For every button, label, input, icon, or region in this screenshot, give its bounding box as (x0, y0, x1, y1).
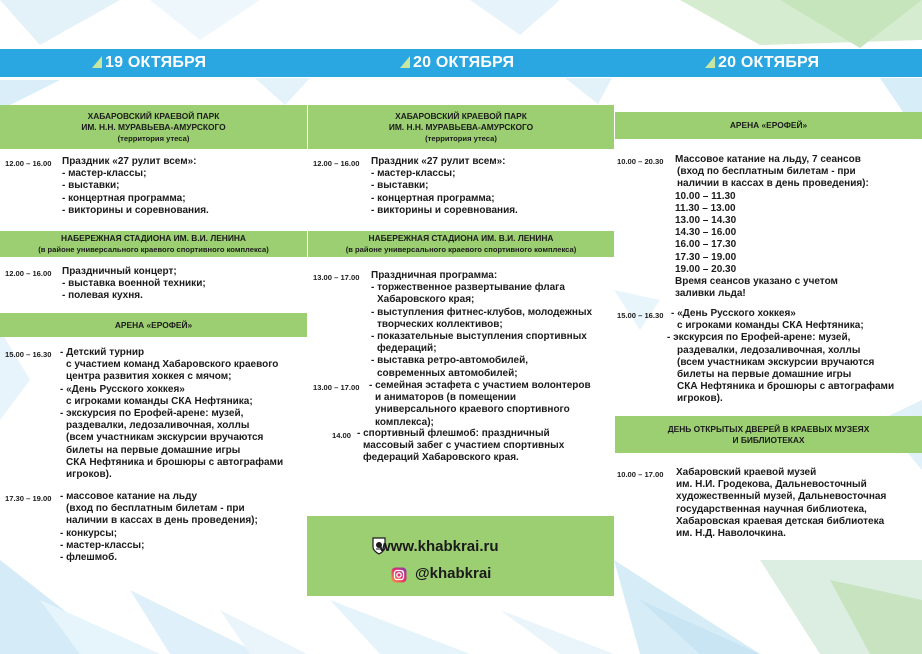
ghost-date-text: 19 ОКТЯБРЯ (60, 77, 160, 94)
band-title: АРЕНА «ЕРОФЕЙ» (114, 319, 193, 330)
event-line: им. Н.Д. Наволочкина. (676, 528, 786, 540)
event-line: СКА Нефтяника и брошюры с автографами (66, 456, 284, 468)
event-line: СКА Нефтяника и брошюры с автографами (677, 381, 895, 393)
event-time: 15.00 – 16.30 (5, 350, 52, 359)
event-line: 11.30 – 13.00 (675, 202, 736, 214)
event-text (62, 156, 209, 217)
event-text (62, 266, 206, 303)
event-time: 12.00 – 16.00 (5, 159, 52, 168)
event-line: и аниматоров (в помещении (375, 392, 517, 404)
event-time: 15.00 – 16.30 (617, 311, 664, 320)
event-line: Праздничный концерт; (62, 266, 177, 277)
band-subtitle: (в районе универсального краевого спортивного комплекса) (345, 245, 577, 254)
event-line: Массовое катание на льду, 7 сеансов (675, 154, 861, 165)
event-line: с игроками команды СКА Нефтяника; (677, 320, 864, 332)
event-line: 13.00 – 14.30 (675, 215, 737, 227)
event-line: раздевалки, ледозаливочная, холлы (677, 344, 861, 356)
event-line: - Детский турнир (60, 347, 145, 358)
event-text (667, 308, 895, 406)
event-text (675, 154, 869, 300)
event-text (357, 428, 564, 465)
event-line: 16.00 – 17.30 (675, 239, 737, 251)
event-time: 13.00 – 17.00 (313, 273, 360, 282)
event-line: с игроками команды СКА Нефтяника; (66, 395, 253, 407)
event-line: массовый забег с участием спортивных (363, 440, 565, 452)
event-line: игроков). (66, 469, 112, 481)
event-line: - концертная программа; (371, 192, 495, 204)
event-line: - мастер-классы; (371, 168, 456, 180)
event-line: 14.30 – 16.00 (675, 227, 737, 239)
triangle-icon (400, 56, 410, 68)
triangle-icon (92, 56, 102, 68)
event-line: центра развития хоккея с мячом; (66, 371, 232, 383)
instagram-icon (391, 567, 407, 583)
col2-date (400, 49, 514, 77)
col1-band-park (0, 105, 307, 149)
instagram-handle[interactable]: @khabkrai (415, 565, 492, 582)
event-line: федераций Хабаровского края. (363, 452, 519, 464)
col3-date-text: 20 ОКТЯБРЯ (718, 54, 820, 71)
band-title: НАБЕРЕЖНАЯ СТАДИОНА ИМ. В.И. ЛЕНИНА (61, 233, 246, 243)
event-time: 10.00 – 17.00 (617, 470, 664, 479)
event-text (60, 347, 283, 481)
col1-date (92, 49, 206, 77)
event-line: игроков). (677, 393, 723, 405)
band-subtitle: (в районе универсального краевого спортивного комплекса) (38, 245, 269, 254)
event-line: современных автомобилей; (377, 367, 518, 379)
band-title: НАБЕРЕЖНАЯ СТАДИОНА ИМ. В.И. ЛЕНИНА (368, 233, 554, 243)
event-line: государственная научная библиотека, (676, 503, 867, 515)
event-line: билеты на первые домашние игры (677, 369, 852, 381)
event-line: - викторины и соревнования. (371, 204, 518, 216)
band-title-line2: ИМ. Н.Н. МУРАВЬЕВА-АМУРСКОГО (81, 121, 226, 132)
event-line: с участием команд Хабаровского краевого (66, 359, 279, 371)
event-line: билеты на первые домашние игры (66, 444, 241, 456)
event-line: - мастер-классы; (62, 168, 147, 180)
band-title: АРЕНА «ЕРОФЕЙ» (729, 120, 808, 130)
col1-date-text: 19 ОКТЯБРЯ (105, 54, 207, 71)
event-line: - «День Русского хоккея» (60, 383, 185, 395)
event-line: федераций; (377, 343, 437, 355)
event-line: - концертная программа; (62, 192, 186, 204)
event-time: 14.00 (332, 431, 352, 440)
event-line: наличии в кассах в день проведения); (66, 515, 258, 527)
event-time: 13.00 – 17.00 (313, 383, 360, 392)
event-time: 10.00 – 20.30 (617, 157, 664, 166)
event-line: Хабаровская краевая детская библиотека (676, 515, 885, 527)
col1-band-arena (0, 313, 307, 337)
event-line: Время сеансов указано с учетом (675, 276, 838, 288)
event-line: 19.00 – 20.30 (675, 263, 737, 275)
event-line: - выставка ретро-автомобилей, (371, 355, 529, 367)
website-link[interactable]: www.khabkrai.ru (379, 538, 499, 555)
event-line: (вход по бесплатным билетам - при (677, 166, 856, 178)
event-line: - показательные выступления спортивных (371, 331, 587, 343)
event-line: Хабаровского края; (377, 294, 475, 306)
event-line: заливки льда! (675, 288, 746, 300)
event-line: Праздник «27 рулит всем»: (371, 156, 506, 167)
event-line: художественный музей, Дальневосточная (676, 491, 887, 503)
event-line: - массовое катание на льду (60, 491, 198, 502)
event-line: творческих коллективов; (377, 318, 503, 330)
col2-date-text: 20 ОКТЯБРЯ (413, 54, 515, 71)
event-line: - мастер-классы; (60, 539, 145, 551)
event-line: (всем участникам экскурсии вручаются (66, 432, 264, 444)
col2-band-park (308, 105, 614, 149)
event-line: - семейная эстафета с участием волонтеров (369, 380, 591, 391)
event-line: универсального краевого спортивного (375, 404, 570, 416)
event-time: 17.30 – 19.00 (5, 494, 52, 503)
triangle-icon (705, 56, 715, 68)
col2-band-embankment (308, 231, 614, 257)
date-header-bar (0, 49, 922, 77)
event-line: - викторины и соревнования. (62, 204, 209, 216)
event-time: 12.00 – 16.00 (313, 159, 360, 168)
band-subtitle: (территория утеса) (117, 133, 190, 143)
social-links-block (307, 516, 614, 596)
event-line: комплекса); (375, 416, 434, 428)
event-line: им. Н.И. Гродекова, Дальневосточный (676, 479, 867, 491)
event-line: - выставки; (62, 180, 120, 192)
event-line: - выступления фитнес-клубов, молодежных (371, 306, 593, 318)
event-line: - флешмоб. (60, 552, 118, 564)
event-line: - полевая кухня. (62, 290, 143, 302)
event-text (676, 467, 886, 540)
band-title-line2: И БИБЛИОТЕКАХ (732, 434, 805, 445)
col1-band-embankment (0, 231, 307, 257)
event-line: (вход по бесплатным билетам - при (66, 503, 245, 515)
event-line: 17.30 – 19.00 (675, 251, 737, 263)
event-line: - конкурсы; (60, 527, 118, 539)
event-line: Хабаровский краевой музей (676, 467, 817, 478)
event-text (60, 491, 258, 564)
event-line: - экскурсия по Ерофей-арене: музей, (60, 408, 244, 420)
band-subtitle: (территория утеса) (425, 133, 497, 143)
event-line: - выставки; (371, 180, 429, 192)
event-line: наличии в кассах в день проведения): (677, 178, 869, 190)
event-text (371, 270, 592, 380)
event-line: Праздник «27 рулит всем»: (62, 156, 197, 167)
event-text (369, 380, 591, 429)
event-time: 12.00 – 16.00 (5, 269, 52, 278)
col3-band-museums (615, 416, 922, 453)
event-line: - экскурсия по Ерофей-арене: музей, (667, 332, 851, 344)
band-title: ХАБАРОВСКИЙ КРАЕВОЙ ПАРК (395, 110, 527, 121)
event-line: - выставка военной техники; (62, 278, 206, 290)
event-line: (всем участникам экскурсии вручаются (677, 356, 875, 368)
event-line: - спортивный флешмоб: праздничный (357, 428, 550, 439)
event-line: Праздничная программа: (371, 270, 498, 281)
event-line: - торжественное развертывание флага (371, 282, 565, 294)
band-title: ДЕНЬ ОТКРЫТЫХ ДВЕРЕЙ В КРАЕВЫХ МУЗЕЯХ (667, 423, 870, 434)
band-title: ХАБАРОВСКИЙ КРАЕВОЙ ПАРК (87, 110, 220, 121)
col3-date (705, 49, 819, 77)
event-text (371, 156, 518, 217)
event-line: раздевалки, ледозаливочная, холлы (66, 420, 250, 432)
event-line: 10.00 – 11.30 (675, 190, 736, 202)
col3-band-arena (615, 112, 922, 139)
event-line: - «День Русского хоккея» (671, 308, 796, 319)
band-title-line2: ИМ. Н.Н. МУРАВЬЕВА-АМУРСКОГО (388, 121, 534, 132)
